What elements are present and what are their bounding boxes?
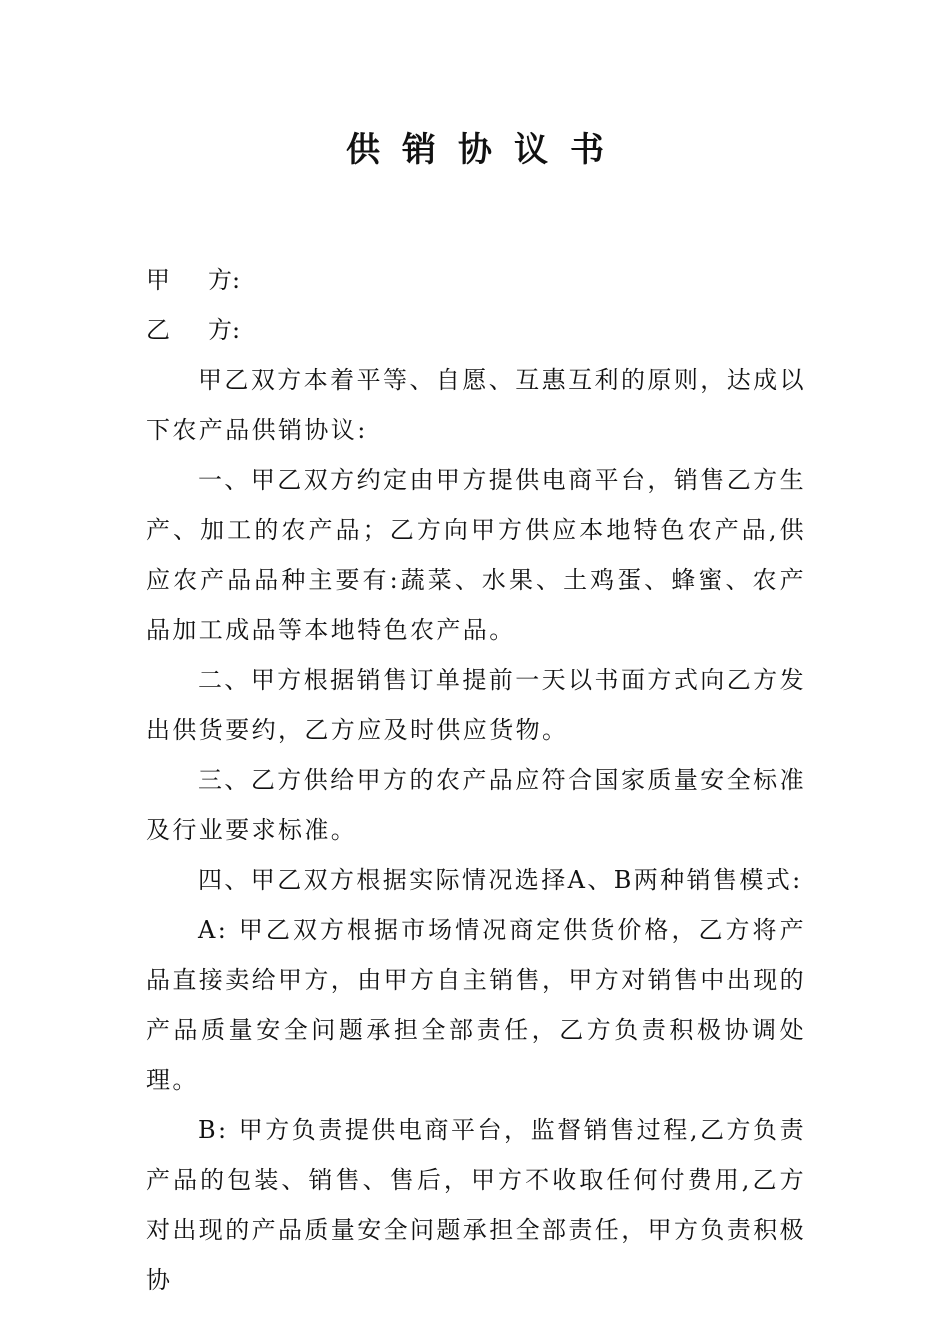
party-a-suffix: 方: — [208, 266, 241, 294]
mode-b-paragraph: B: 甲方负责提供电商平台，监督销售过程,乙方负责产品的包装、销售、售后，甲方不收取任何付费用,乙方对出现的产品质量安全问题承担全部责任，甲方负责积极协 — [146, 1116, 806, 1294]
document-title: 供销协议书 — [346, 130, 626, 170]
clause-4-paragraph: 四、甲乙双方根据实际情况选择A、B两种销售模式: — [198, 866, 803, 894]
party-a-label: 甲 — [146, 266, 170, 294]
party-b-suffix: 方: — [208, 316, 241, 344]
clause-2-paragraph: 二、甲方根据销售订单提前一天以书面方式向乙方发出供货要约，乙方应及时供应货物。 — [146, 666, 806, 744]
mode-a-paragraph: A: 甲乙双方根据市场情况商定供货价格，乙方将产品直接卖给甲方，由甲方自主销售，甲方对销售中出现的产品质量安全问题承担全部责任，乙方负责积极协调处理。 — [146, 916, 806, 1094]
party-b-label: 乙 — [146, 316, 170, 344]
intro-paragraph: 甲乙双方本着平等、自愿、互惠互利的原则，达成以下农产品供销协议: — [146, 366, 806, 444]
clause-3-paragraph: 三、乙方供给甲方的农产品应符合国家质量安全标准及行业要求标准。 — [146, 766, 806, 844]
clause-1-paragraph: 一、甲乙双方约定由甲方提供电商平台，销售乙方生产、加工的农产品；乙方向甲方供应本地特色农产品,供应农产品品种主要有:蔬菜、水果、土鸡蛋、蜂蜜、农产品加工成品等本地特色农产品。 — [146, 466, 806, 644]
party-b-line — [146, 305, 806, 355]
party-a-line — [146, 255, 806, 305]
document-body — [146, 255, 806, 1305]
